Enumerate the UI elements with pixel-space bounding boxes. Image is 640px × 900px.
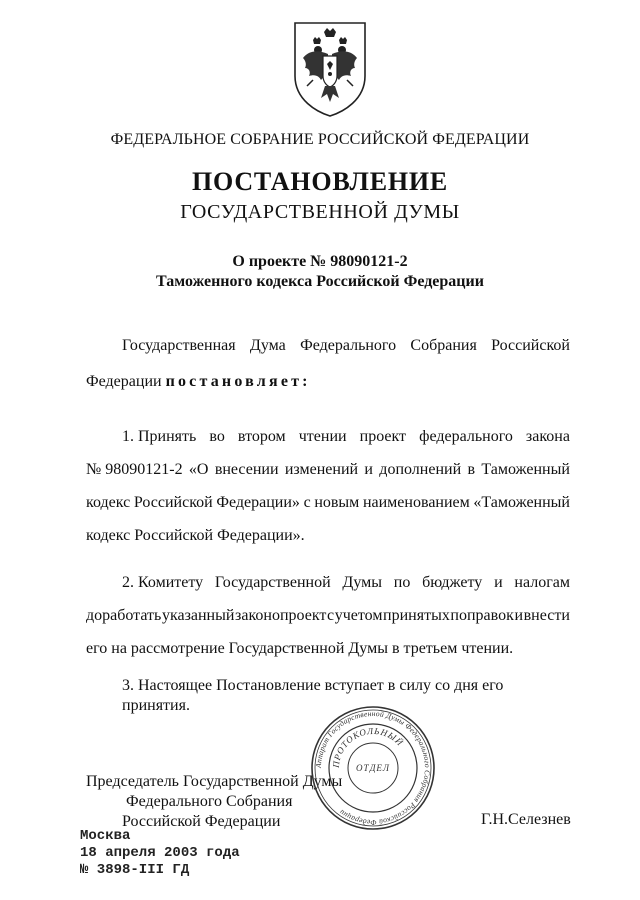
- word: Федерального: [300, 337, 397, 354]
- word: Думы: [342, 574, 382, 591]
- point-1-line-4: кодекс Российской Федерации».: [86, 527, 305, 544]
- signature-block: [86, 772, 342, 832]
- word: втором: [237, 428, 286, 445]
- word: Дума: [249, 337, 286, 354]
- footer-date: 18 апреля 2003 года: [80, 845, 240, 861]
- svg-text:ПРОТОКОЛЬНЫЙ: ПРОТОКОЛЬНЫЙ: [330, 725, 406, 769]
- footer-number: № 3898-III ГД: [80, 862, 190, 878]
- svg-text:ОТДЕЛ: ОТДЕЛ: [355, 763, 391, 773]
- signer-title-line-2: Федерального Собрания: [126, 793, 293, 810]
- word: и: [494, 574, 503, 591]
- point-2-line-1: [86, 566, 570, 599]
- word: Государственная: [122, 337, 236, 354]
- word: Собрания: [410, 337, 477, 354]
- word: федерального: [419, 428, 513, 445]
- word: во: [209, 428, 225, 445]
- word: изменений: [284, 461, 359, 478]
- point-2-line-3: его на рассмотрение Государственной Думы в третьем чтении.: [86, 640, 514, 657]
- point-3-line-1: 3. Настоящее Постановление вступает в силу со дня его принятия.: [122, 677, 504, 714]
- word: 2. Комитету: [122, 574, 204, 591]
- word: налогам: [514, 574, 570, 591]
- svg-text:Аппарат Государственной Думы Ф: Аппарат Государственной Думы Федерального Собрания Российской Федерации: [313, 708, 433, 828]
- word: в: [467, 461, 476, 478]
- word: учетом: [334, 607, 383, 624]
- subject-line-1: О проекте № 98090121-2: [232, 253, 408, 270]
- word: «Таможенный: [473, 494, 570, 511]
- coat-of-arms-icon: [291, 20, 369, 118]
- word: «О: [188, 461, 209, 478]
- point-1: [86, 420, 570, 552]
- word: поправок: [450, 607, 514, 624]
- word: чтении: [298, 428, 347, 445]
- point-1-line-1: [86, 420, 570, 453]
- word: по: [393, 574, 411, 591]
- word: Таможенный: [481, 461, 570, 478]
- word: проект: [359, 428, 407, 445]
- word: № 98090121-2: [86, 461, 183, 478]
- preamble: [86, 328, 570, 400]
- subject-line-2: Таможенного кодекса Российской Федерации: [156, 273, 484, 290]
- word: закона: [525, 428, 570, 445]
- document-subtitle: ГОСУДАРСТВЕННОЙ ДУМЫ: [180, 201, 460, 223]
- organization-name: ФЕДЕРАЛЬНОЕ СОБРАНИЕ РОССИЙСКОЙ ФЕДЕРАЦИИ: [110, 131, 530, 148]
- word: Государственной: [214, 574, 331, 591]
- signer-title-line-1: Председатель Государственной Думы: [86, 773, 343, 790]
- point-2: [86, 566, 570, 665]
- preamble-line-2: [86, 364, 570, 400]
- point-1-line-2: [86, 453, 570, 486]
- word: и: [364, 461, 373, 478]
- point-1-line-3: [86, 486, 570, 519]
- word: Федерации»: [216, 494, 300, 511]
- document-title: ПОСТАНОВЛЕНИЕ: [191, 167, 449, 196]
- word: дополнений: [379, 461, 462, 478]
- resolution-verb: постановляет:: [165, 373, 311, 390]
- word: 1. Принять: [122, 428, 197, 445]
- word: Российской: [491, 337, 570, 354]
- word: внесении: [214, 461, 279, 478]
- point-2-line-2: [86, 599, 570, 632]
- document-footer: [80, 828, 240, 879]
- word: и: [514, 607, 524, 624]
- word: с: [303, 494, 311, 511]
- word: Российской: [133, 494, 213, 511]
- signer-title-line-3: Российской Федерации: [122, 813, 281, 830]
- word: Федерации: [86, 373, 162, 390]
- preamble-line-1: [86, 328, 570, 364]
- word: бюджету: [422, 574, 483, 591]
- footer-city: Москва: [80, 828, 131, 844]
- word: с: [326, 607, 335, 624]
- word: внести: [523, 607, 570, 624]
- word: наименованием: [362, 494, 470, 511]
- word: принятых: [383, 607, 450, 624]
- word: указанный: [161, 607, 235, 624]
- word: кодекс: [86, 494, 131, 511]
- document-subject: [0, 252, 640, 292]
- signer-name: Г.Н.Селезнев: [481, 811, 571, 828]
- word: доработать: [86, 607, 162, 624]
- official-stamp-icon: [309, 704, 437, 832]
- word: новым: [314, 494, 360, 511]
- word: законопроект: [235, 607, 327, 624]
